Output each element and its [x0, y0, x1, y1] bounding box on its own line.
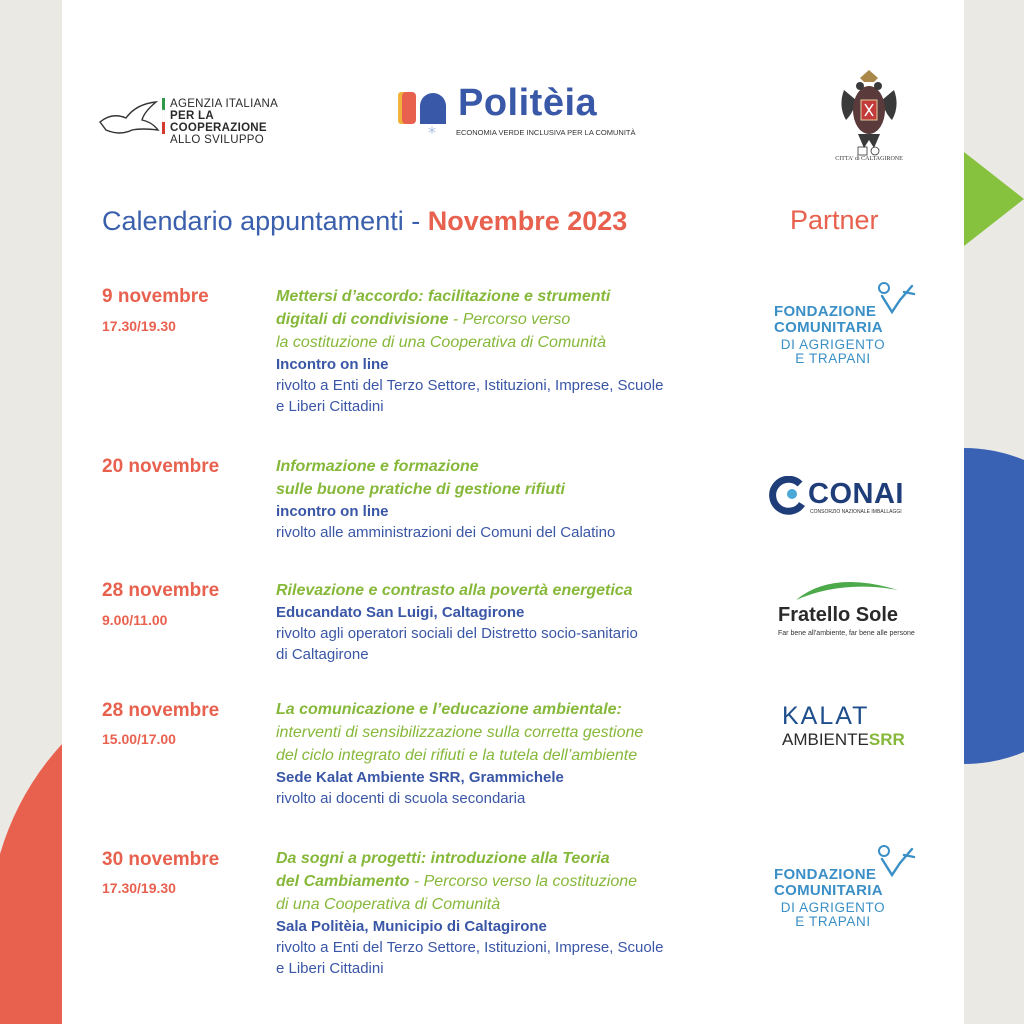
caltagirone-crest [834, 66, 904, 170]
unesco-icon [857, 146, 881, 156]
event-time: 17.30/19.30 [102, 318, 176, 334]
kalat-ambiente-logo: KALAT AMBIENTESRR [782, 702, 905, 749]
blue-half-circle [964, 448, 1024, 764]
green-triangle [964, 152, 1024, 246]
event-details [276, 847, 746, 979]
event-location: Educandato San Luigi, Caltagirone [276, 604, 525, 621]
leaf-arc-icon [792, 574, 902, 604]
event-title-line: la costituzione di una Cooperativa di Comunità [276, 334, 606, 351]
eagle-crest-icon [834, 66, 904, 154]
event-title-line: digitali di condivisione - Percorso verso [276, 311, 571, 328]
event-location: incontro on line [276, 503, 389, 520]
politeia-name: Politèia [458, 82, 598, 124]
event-title-line: Mettersi d’accordo: facilitazione e strumenti [276, 288, 611, 305]
partner-heading: Partner [790, 205, 879, 235]
event-location: Sala Politèia, Municipio di Caltagirone [276, 918, 547, 935]
event-date: 28 novembre [102, 580, 220, 601]
conai-swirl-icon [768, 476, 808, 516]
event-details [276, 698, 746, 809]
politeia-symbol [396, 88, 458, 140]
event-title-line: del Cambiamento - Percorso verso la costituzione [276, 873, 638, 890]
event-audience: rivolto agli operatori sociali del Distretto socio-sanitario [276, 625, 638, 642]
aics-logo [98, 96, 288, 146]
event-title-line: Informazione e formazione [276, 458, 479, 475]
event-date: 20 novembre [102, 456, 220, 477]
event-title-line: del ciclo integrato dei rifiuti e la tutela dell’ambiente [276, 747, 638, 764]
event-title-line: Rilevazione e contrasto alla povertà energetica [276, 582, 633, 599]
event-location: Sede Kalat Ambiente SRR, Grammichele [276, 769, 564, 786]
fondazione-comunitaria-logo: FONDAZIONE COMUNITARIA DI AGRIGENTO E TRAPANI [770, 280, 930, 370]
aics-name: AGENZIA ITALIANA PER LA COOPERAZIONE ALLO SVILUPPO [170, 98, 279, 146]
event-audience: rivolto a Enti del Terzo Settore, Istituzioni, Imprese, Scuole [276, 939, 664, 956]
event-details [276, 455, 746, 543]
event-title-line: Da sogni a progetti: introduzione alla Teoria [276, 850, 610, 867]
page-title: Calendario appuntamenti - Novembre 2023 [102, 206, 628, 236]
event-audience: rivolto a Enti del Terzo Settore, Istituzioni, Imprese, Scuole [276, 377, 664, 394]
politeia-tagline: ECONOMIA VERDE INCLUSIVA PER LA COMUNITÀ [456, 128, 636, 137]
event-date: 30 novembre [102, 849, 220, 870]
event-title-line: sulle buone pratiche di gestione rifiuti [276, 481, 565, 498]
fratello-sole-logo: Fratello Sole Far bene all'ambiente, far bene alle persone [772, 574, 932, 642]
dove-icon [98, 100, 160, 140]
event-title-line: interventi di sensibilizzazione sulla corretta gestione [276, 724, 644, 741]
event-location: Incontro on line [276, 356, 389, 373]
event-time: 17.30/19.30 [102, 880, 176, 896]
politeia-logo [396, 82, 636, 140]
event-date: 28 novembre [102, 700, 220, 721]
conai-logo: CONAI CONSORZIO NAZIONALE IMBALLAGGI [768, 474, 928, 520]
event-audience: rivolto ai docenti di scuola secondaria [276, 790, 526, 807]
event-details [276, 579, 746, 665]
event-details [276, 285, 746, 417]
event-audience: e Liberi Cittadini [276, 398, 384, 415]
event-audience: e Liberi Cittadini [276, 960, 384, 977]
event-audience: rivolto alle amministrazioni dei Comuni del Calatino [276, 524, 616, 541]
event-title-line: La comunicazione e l’educazione ambientale: [276, 701, 622, 718]
event-date: 9 novembre [102, 286, 209, 307]
event-time: 9.00/11.00 [102, 612, 168, 628]
red-quarter-circle [0, 744, 62, 1024]
fondazione-comunitaria-logo: FONDAZIONE COMUNITARIA DI AGRIGENTO E TRAPANI [770, 843, 930, 933]
event-title-line: di una Cooperativa di Comunità [276, 896, 501, 913]
svg-text:*: * [428, 123, 436, 140]
crest-caption: CITTA' di CALTAGIRONE [835, 156, 903, 162]
event-time: 15.00/17.00 [102, 731, 176, 747]
event-audience: di Caltagirone [276, 646, 369, 663]
italian-flag-bar [162, 98, 165, 134]
